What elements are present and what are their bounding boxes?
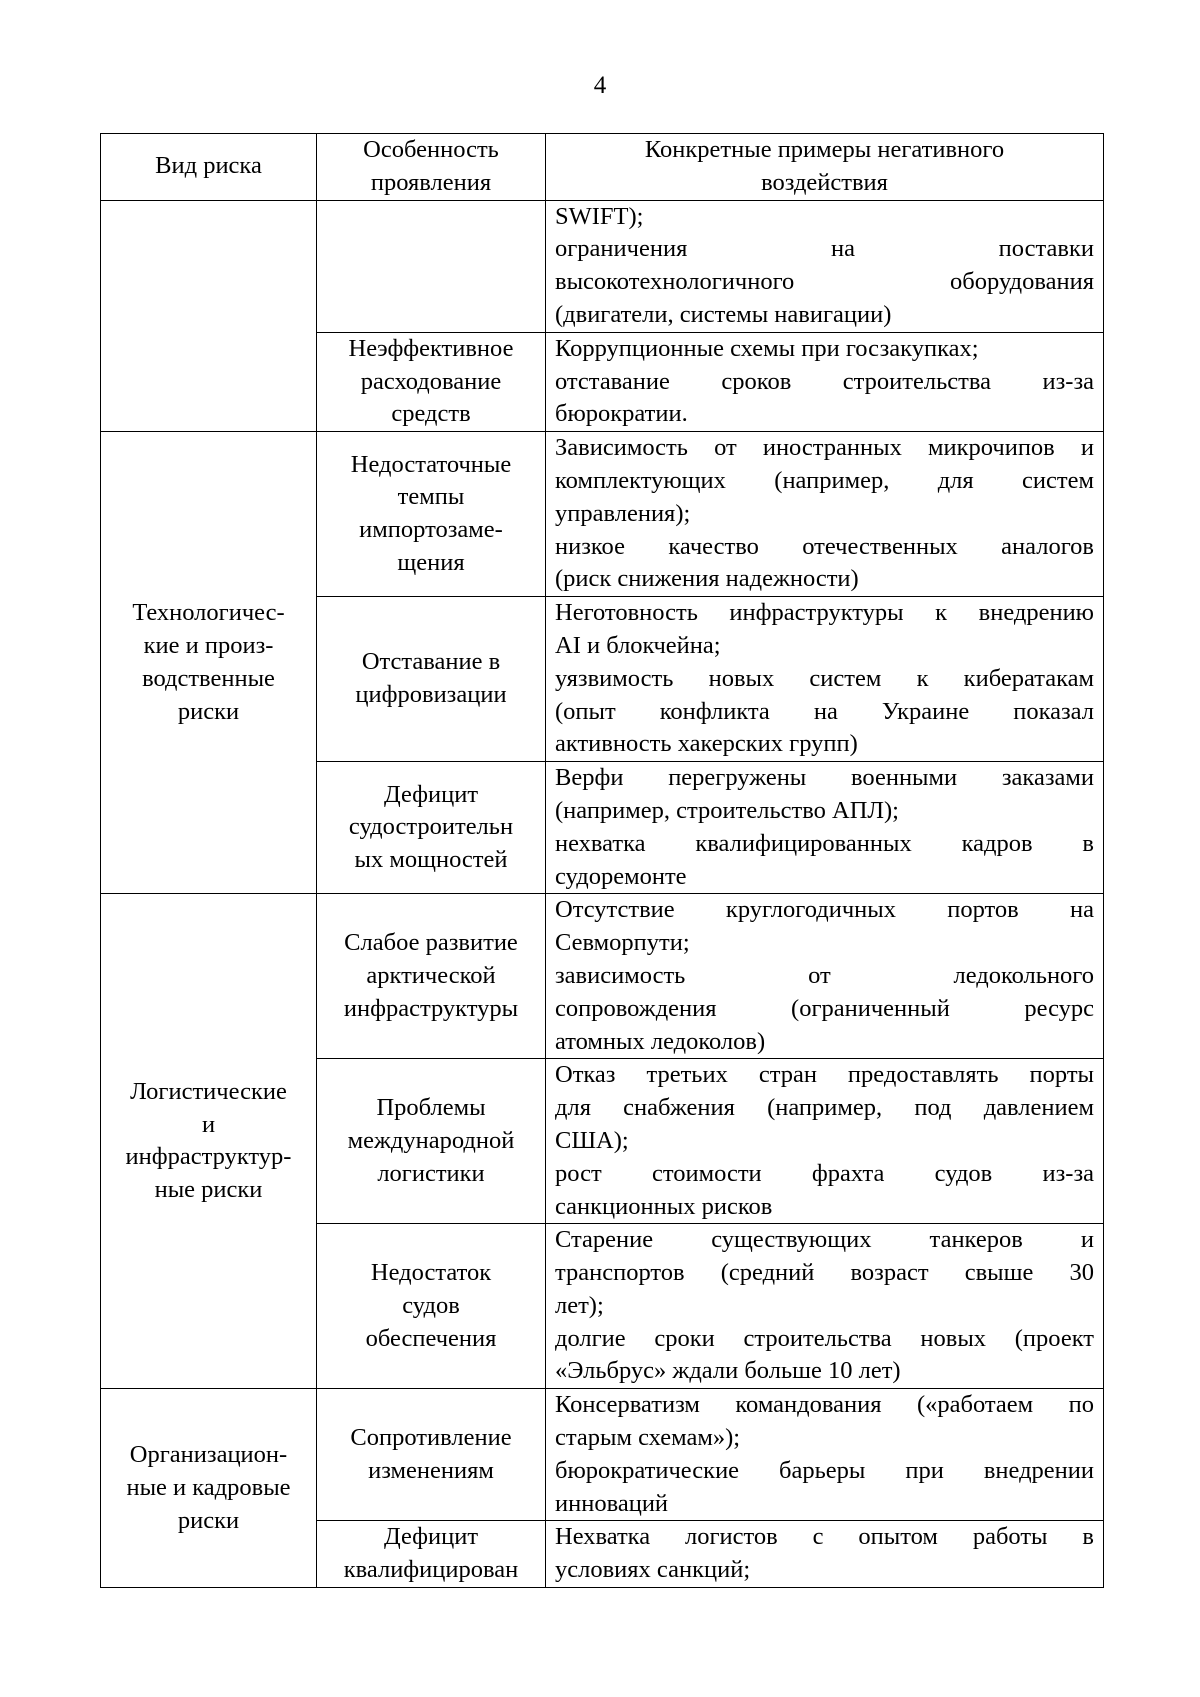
example-line: уязвимость новых систем к кибератакам	[555, 664, 1094, 692]
example-line: (двигатели, системы навигации)	[555, 300, 892, 328]
page-number: 4	[593, 72, 607, 99]
example-line: Коррупционные схемы при госзакупках;	[555, 334, 979, 362]
example-line: Отказ третьих стран предоставлять порты	[555, 1061, 1094, 1089]
risk-type-line: кие и произ-	[143, 631, 274, 659]
example-line: Старение существующих танкеров и	[555, 1226, 1094, 1254]
feature-line: обеспечения	[365, 1324, 497, 1352]
examples-cell	[546, 1521, 1104, 1588]
feature-line: логистики	[377, 1159, 485, 1187]
example-line: рост стоимости фрахта судов из-за	[555, 1159, 1094, 1187]
example-line: Консерватизм командования («работаем по	[555, 1391, 1094, 1419]
feature-line: средств	[391, 400, 471, 428]
header-feature	[317, 134, 546, 201]
example-line: нехватка квалифицированных кадров в	[555, 829, 1094, 857]
header-line: Особенность	[363, 136, 499, 163]
feature-cell	[317, 894, 546, 1059]
feature-line: инфраструктуры	[343, 994, 519, 1022]
feature-line: щения	[397, 548, 465, 576]
risk-type-line: ные и кадровые	[126, 1473, 291, 1501]
feature-line: темпы	[397, 483, 465, 511]
feature-line: импортозаме-	[359, 516, 503, 544]
example-line: (например, строительство АПЛ);	[555, 796, 899, 824]
feature-cell	[317, 332, 546, 431]
example-line: комплектующих (например, для систем	[555, 466, 1094, 494]
feature-line: Недостаточные	[350, 450, 512, 478]
risk-type-line: инфраструктур-	[125, 1143, 292, 1171]
feature-cell	[317, 597, 546, 762]
feature-line: цифровизации	[355, 681, 507, 709]
table-header	[101, 134, 1104, 201]
feature-line: Сопротивление	[350, 1424, 512, 1452]
examples-cell	[546, 432, 1104, 597]
risk-type-cell	[101, 432, 317, 894]
feature-line: международной	[347, 1126, 515, 1154]
example-line: высокотехнологичного оборудования	[555, 268, 1094, 296]
risk-type-line: Организацион-	[129, 1440, 288, 1468]
feature-line: квалифицирован	[343, 1556, 519, 1584]
feature-cell	[317, 432, 546, 597]
risk-type-cell	[101, 200, 317, 432]
examples-cell	[546, 762, 1104, 894]
feature-line: Слабое развитие	[344, 929, 518, 957]
risk-type-line: ные риски	[154, 1176, 263, 1204]
example-line: Неготовность инфраструктуры к внедрению	[555, 599, 1094, 627]
feature-line: Неэффективное	[348, 334, 514, 362]
feature-cell	[317, 762, 546, 894]
table-row	[101, 200, 1104, 332]
risk-type-line: водственные	[142, 664, 275, 692]
examples-cell	[546, 1224, 1104, 1389]
example-line: Нехватка логистов с опытом работы в	[555, 1523, 1094, 1551]
header-row	[101, 134, 1104, 201]
examples-cell	[546, 200, 1104, 332]
example-line: бюрократии.	[555, 400, 688, 428]
example-line: условиях санкций;	[555, 1556, 751, 1584]
example-line: ограничения на поставки	[555, 235, 1094, 263]
risk-type-line: и	[201, 1110, 216, 1138]
table-row	[101, 432, 1104, 597]
example-line: Верфи перегружены военными заказами	[555, 764, 1094, 792]
example-line: зависимость от ледокольного	[555, 961, 1094, 989]
example-line: Севморпути;	[555, 929, 690, 957]
examples-cell	[546, 1059, 1104, 1224]
example-line: сопровождения (ограниченный ресурс	[555, 994, 1094, 1022]
feature-line: Отставание в	[361, 648, 501, 676]
example-line: «Эльбрус» ждали больше 10 лет)	[555, 1357, 901, 1385]
table-body	[101, 200, 1104, 1587]
example-line: судоремонте	[555, 862, 687, 890]
risk-type-line: Технологичес-	[132, 599, 285, 627]
examples-cell	[546, 1389, 1104, 1521]
example-line: отставание сроков строительства из-за	[555, 367, 1094, 395]
example-line: AI и блокчейна;	[555, 631, 721, 659]
example-line: инноваций	[555, 1489, 669, 1517]
risk-type-cell	[101, 1389, 317, 1588]
example-line: SWIFT);	[555, 202, 644, 230]
header-examples	[546, 134, 1104, 201]
example-line: США);	[555, 1126, 629, 1154]
risk-table	[100, 133, 1104, 1588]
example-line: санкционных рисков	[555, 1192, 773, 1220]
table-row	[101, 894, 1104, 1059]
feature-cell	[317, 1059, 546, 1224]
example-line: лет);	[555, 1291, 604, 1319]
feature-cell	[317, 1224, 546, 1389]
feature-line: судов	[402, 1291, 460, 1319]
examples-cell	[546, 332, 1104, 431]
feature-line: ых мощностей	[354, 846, 508, 874]
risk-type-line: риски	[177, 1506, 240, 1534]
example-line: активность хакерских групп)	[555, 730, 858, 758]
header-line: проявления	[370, 168, 492, 196]
feature-cell	[317, 200, 546, 332]
risk-type-cell	[101, 894, 317, 1389]
example-line: старым схемам»);	[555, 1424, 741, 1452]
example-line: для снабжения (например, под давлением	[555, 1094, 1094, 1122]
examples-cell	[546, 597, 1104, 762]
feature-line: арктической	[366, 961, 496, 989]
table-row	[101, 1389, 1104, 1521]
example-line: низкое качество отечественных аналогов	[555, 532, 1094, 560]
example-line: Зависимость от иностранных микрочипов и	[555, 434, 1094, 462]
header-risk-type	[101, 134, 317, 201]
feature-line: Дефицит	[383, 1523, 479, 1551]
example-line: бюрократические барьеры при внедрении	[555, 1456, 1094, 1484]
feature-line: судостроительн	[348, 813, 514, 841]
header-line: воздействия	[761, 168, 888, 196]
feature-line: изменениям	[368, 1456, 494, 1484]
feature-line: Проблемы	[376, 1094, 486, 1122]
feature-line: расходование	[360, 367, 502, 395]
feature-line: Недостаток	[370, 1259, 492, 1287]
example-line: управления);	[555, 499, 691, 527]
header-line: Конкретные примеры негативного	[644, 136, 1005, 163]
feature-cell	[317, 1521, 546, 1588]
example-line: атомных ледоколов)	[555, 1027, 766, 1055]
risk-type-line: риски	[177, 697, 240, 725]
feature-cell	[317, 1389, 546, 1521]
example-line: долгие сроки строительства новых (проект	[555, 1324, 1094, 1352]
example-line: (риск снижения надежности)	[555, 565, 859, 593]
feature-line: Дефицит	[383, 780, 479, 808]
examples-cell	[546, 894, 1104, 1059]
example-line: (опыт конфликта на Украине показал	[555, 697, 1094, 725]
example-line: транспортов (средний возраст свыше 30	[555, 1259, 1094, 1287]
risk-type-line: Логистические	[130, 1077, 287, 1105]
example-line: Отсутствие круглогодичных портов на	[555, 896, 1094, 924]
header-line: Вид риска	[155, 152, 262, 180]
